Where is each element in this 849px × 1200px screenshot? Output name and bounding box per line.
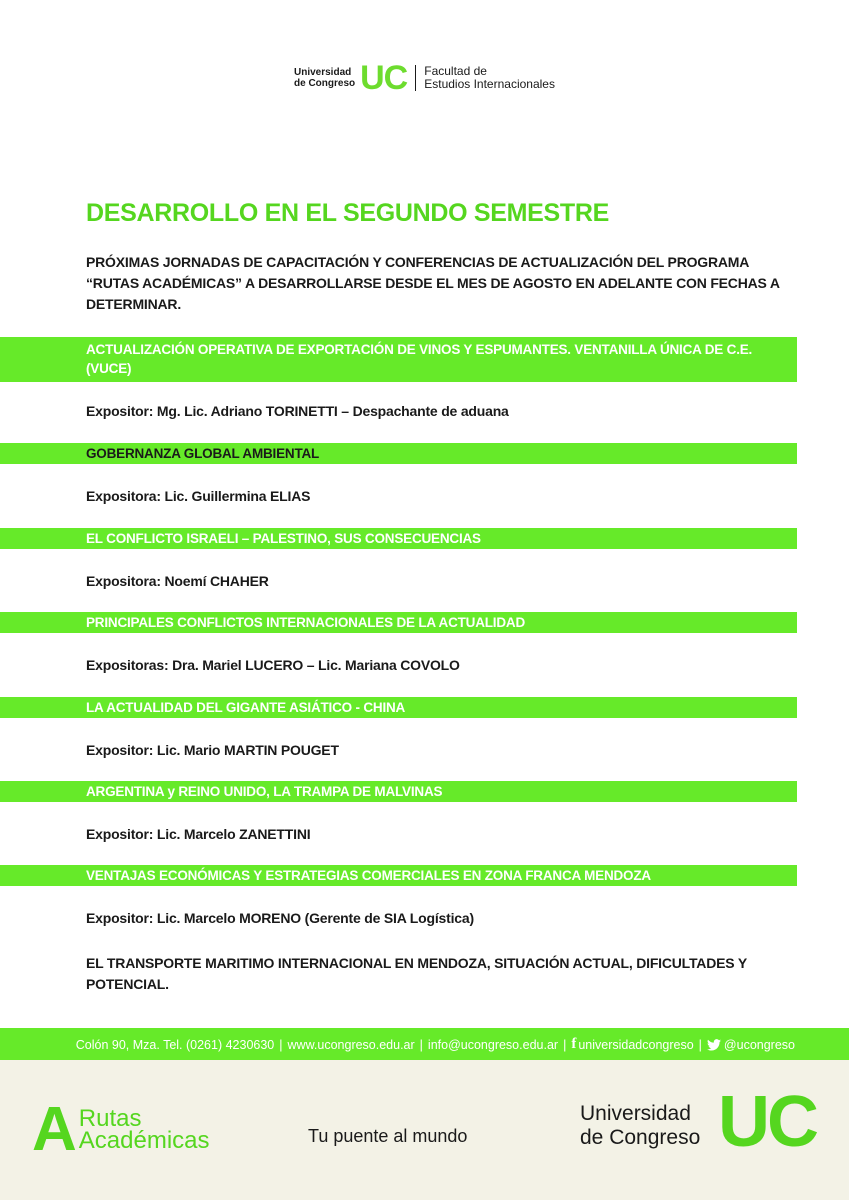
topic-title: VENTAJAS ECONÓMICAS Y ESTRATEGIAS COMERCIALES EN ZONA FRANCA MENDOZA [86, 868, 651, 883]
topic-title: EL CONFLICTO ISRAELI – PALESTINO, SUS CONSECUENCIAS [86, 531, 481, 546]
contact-bar [0, 1028, 849, 1060]
topic-title: ACTUALIZACIÓN OPERATIVA DE EXPORTACIÓN DE VINOS Y ESPUMANTES. VENTANILLA ÚNICA DE C.E. (VUCE) [86, 342, 753, 376]
separator: | [563, 1037, 567, 1052]
topic-band [0, 612, 797, 633]
intro-text: PRÓXIMAS JORNADAS DE CAPACITACIÓN Y CONFERENCIAS DE ACTUALIZACIÓN DEL PROGRAMA “RUTAS ACADÉMICAS” A DESARROLLARSE DESDE EL MES DE AGOSTO EN ADELANTE CON FECHAS A DETERMINAR. [86, 254, 780, 312]
topic-speaker: Expositor: Mg. Lic. Adriano TORINETTI – Despachante de aduana [86, 403, 509, 419]
topic-band [0, 697, 797, 718]
topic-speaker: Expositora: Noemí CHAHER [86, 573, 269, 589]
university-name [294, 67, 355, 89]
topic-band [0, 528, 797, 549]
tagline: Tu puente al mundo [308, 1126, 468, 1146]
topic-title: ARGENTINA y REINO UNIDO, LA TRAMPA DE MALVINAS [86, 784, 443, 799]
footer-university-name [580, 1102, 700, 1150]
topic-band [0, 443, 797, 464]
topic-speaker: Expositor: Lic. Mario MARTIN POUGET [86, 742, 339, 758]
footer-university-line1: Universidad [580, 1102, 691, 1125]
last-topic-title: EL TRANSPORTE MARITIMO INTERNACIONAL EN MENDOZA, SITUACIÓN ACTUAL, DIFICULTADES Y POTENCIAL. [86, 955, 747, 992]
twitter-icon [707, 1039, 721, 1051]
footer [0, 1060, 849, 1200]
page-title: DESARROLLO EN EL SEGUNDO SEMESTRE [86, 199, 610, 227]
faculty-line1: Facultad de [424, 64, 487, 78]
university-line1: Universidad [294, 67, 352, 78]
separator: | [419, 1037, 423, 1052]
email-link[interactable]: info@ucongreso.edu.ar [427, 1037, 559, 1052]
topic-band [0, 337, 797, 382]
address: Colón 90, Mza. Tel. (0261) 4230630 [75, 1037, 275, 1052]
logo-divider [415, 65, 416, 91]
topic-title: LA ACTUALIDAD DEL GIGANTE ASIÁTICO - CHINA [86, 700, 406, 715]
topic-speaker: Expositoras: Dra. Mariel LUCERO – Lic. Mariana COVOLO [86, 657, 460, 673]
contact-line [76, 1036, 795, 1053]
header-logo [294, 58, 555, 98]
topic-speaker: Expositor: Lic. Marcelo MORENO (Gerente de SIA Logística) [86, 910, 474, 926]
faculty-line2: Estudios Internacionales [424, 77, 555, 91]
topic-title: PRINCIPALES CONFLICTOS INTERNACIONALES DE LA ACTUALIDAD [86, 615, 526, 630]
topic-band [0, 781, 797, 802]
uc-logo: UC [360, 59, 408, 97]
faculty-name [424, 65, 555, 91]
footer-uc-logo: UC [718, 1082, 816, 1162]
twitter-link[interactable]: @ucongreso [723, 1037, 795, 1052]
topic-speaker: Expositora: Lic. Guillermina ELIAS [86, 488, 311, 504]
topic-band [0, 865, 797, 886]
rutas-logo-text [78, 1105, 210, 1154]
separator: | [279, 1037, 283, 1052]
separator: | [698, 1037, 702, 1052]
rutas-logo-letter: A [32, 1095, 77, 1164]
rutas-line1: Rutas [78, 1105, 142, 1132]
footer-university-line2: de Congreso [580, 1126, 701, 1149]
rutas-line2: Académicas [78, 1127, 210, 1154]
facebook-icon: f [571, 1036, 577, 1052]
topic-title: GOBERNANZA GLOBAL AMBIENTAL [86, 446, 320, 461]
topic-speaker: Expositor: Lic. Marcelo ZANETTINI [86, 826, 311, 842]
facebook-link[interactable]: universidadcongreso [578, 1037, 694, 1052]
website-link[interactable]: www.ucongreso.edu.ar [287, 1037, 415, 1052]
university-line2: de Congreso [294, 78, 356, 89]
rutas-academicas-logo [32, 1095, 210, 1164]
